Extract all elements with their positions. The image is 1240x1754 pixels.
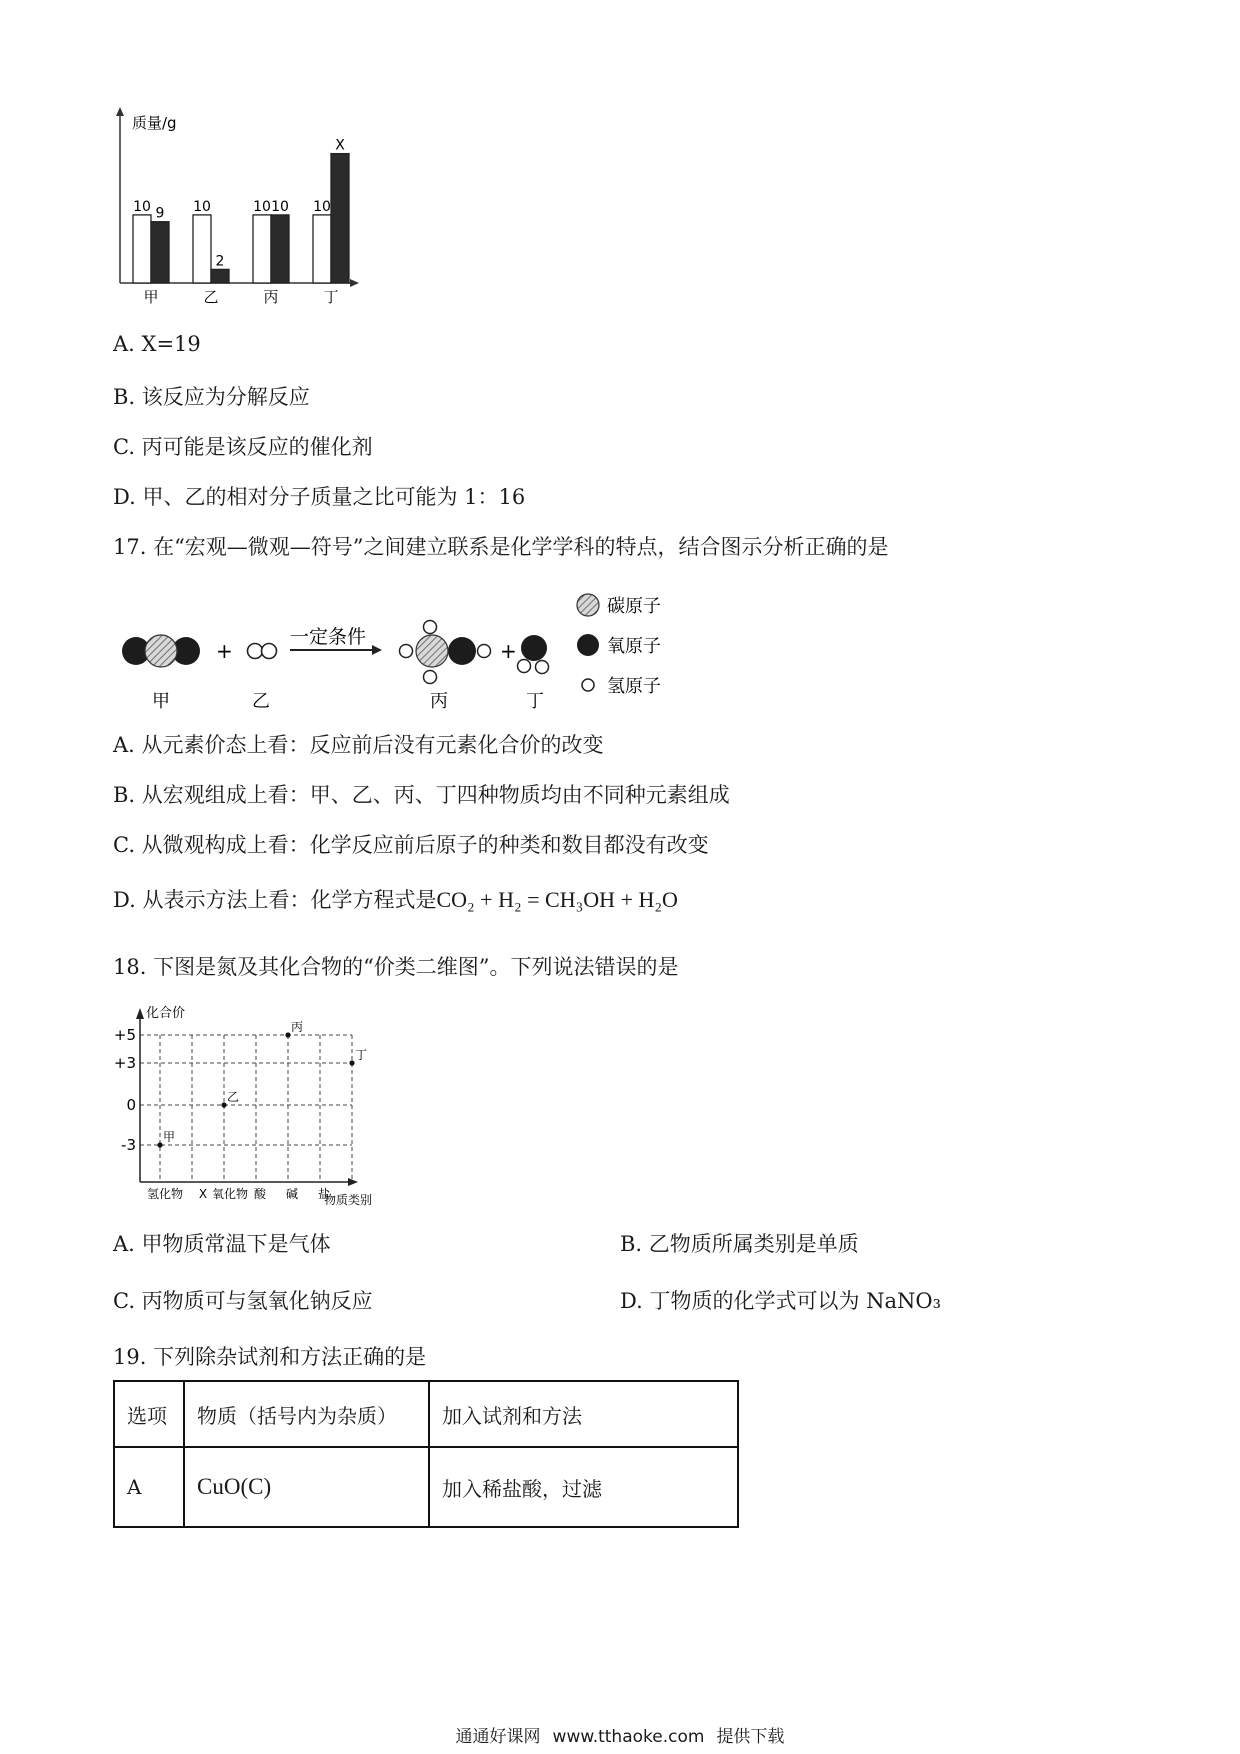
category-label: 丙 <box>263 288 279 306</box>
footer-url: www.tthaoke.com <box>552 1727 705 1747</box>
x-tick-label: 盐 <box>317 1187 331 1201</box>
molecule-ch3oh <box>400 621 491 684</box>
bar <box>313 215 331 283</box>
bar <box>193 215 211 283</box>
molecule-h2 <box>248 644 277 659</box>
x-tick-label: 酸 <box>253 1187 267 1201</box>
table-row <box>114 1447 738 1527</box>
bar-value-label: 10 <box>253 198 271 215</box>
legend-carbon-icon <box>577 594 599 616</box>
bar-value-label: 9 <box>155 205 165 222</box>
question-18-stem: 18. 下图是氮及其化合物的“价类二维图”。下列说法错误的是 <box>113 955 679 979</box>
page-footer <box>0 1722 1240 1747</box>
molecule-h2o <box>518 635 549 674</box>
y-axis-label: 质量/g <box>132 114 177 132</box>
point-label: 甲 <box>163 1130 176 1144</box>
x-tick-label: 氧化物 <box>211 1187 249 1201</box>
valence-class-chart <box>110 1005 440 1210</box>
legend-carbon: 碳原子 <box>607 596 661 617</box>
mass-bar-chart <box>110 100 410 310</box>
table-header-substance: 物质（括号内为杂质） <box>184 1381 429 1447</box>
bar <box>133 215 151 283</box>
label-bing: 丙 <box>430 691 448 712</box>
reaction-condition: 一定条件 <box>290 626 367 648</box>
legend-oxygen: 氧原子 <box>607 636 661 657</box>
table-header-row <box>114 1381 738 1447</box>
option-18-b: B. 乙物质所属类别是单质 <box>620 1232 859 1256</box>
bar-value-label: 10 <box>193 198 211 215</box>
data-point <box>221 1102 226 1107</box>
option-17-a: A. 从元素价态上看：反应前后没有元素化合价的改变 <box>113 733 604 757</box>
x-axis-arrow <box>350 279 359 287</box>
plus-sign-1: + <box>216 639 233 663</box>
x-tick-label: 氢化物 <box>146 1187 184 1201</box>
y-tick-label: +5 <box>113 1026 136 1044</box>
data-point <box>285 1032 290 1037</box>
option-17-b: B. 从宏观组成上看：甲、乙、丙、丁四种物质均由不同种元素组成 <box>113 783 730 807</box>
question-19-stem: 19. 下列除杂试剂和方法正确的是 <box>113 1345 427 1369</box>
y-axis-arrow <box>136 1008 144 1019</box>
option-16-c: C. 丙可能是该反应的催化剂 <box>113 435 373 459</box>
option-17-c: C. 从微观构成上看：化学反应前后原子的种类和数目都没有改变 <box>113 833 709 857</box>
legend-hydrogen: 氢原子 <box>607 676 661 697</box>
arrow-head <box>372 645 382 655</box>
point-label: 乙 <box>227 1090 240 1104</box>
data-point <box>157 1142 162 1147</box>
bar <box>331 154 349 283</box>
x-axis-label: 物质类别 <box>323 1193 373 1207</box>
bar <box>271 215 289 283</box>
data-point <box>349 1060 354 1065</box>
label-jia: 甲 <box>152 691 170 712</box>
option-16-a: A. X=19 <box>113 332 201 356</box>
bar-value-label: 2 <box>215 253 225 270</box>
option-16-b: B. 该反应为分解反应 <box>113 385 310 409</box>
label-yi: 乙 <box>252 691 270 712</box>
table-header-method: 加入试剂和方法 <box>429 1381 738 1447</box>
y-tick-label: 0 <box>126 1096 136 1114</box>
option-18-d: D. 丁物质的化学式可以为 NaNO₃ <box>620 1289 942 1313</box>
legend <box>577 594 661 697</box>
bar-value-label: 10 <box>133 198 151 215</box>
option-18-a: A. 甲物质常温下是气体 <box>113 1232 331 1256</box>
category-label: 乙 <box>203 288 219 306</box>
y-axis-label: 化合价 <box>146 1006 186 1021</box>
option-16-d: D. 甲、乙的相对分子质量之比可能为 1：16 <box>113 485 526 509</box>
bar <box>253 215 271 283</box>
table-cell-substance: CuO(C) <box>184 1447 429 1527</box>
table-cell-option: A <box>114 1447 184 1527</box>
chemical-equation: CO₂ + H₂ = CH₃OH + H₂O <box>436 887 678 912</box>
bar <box>211 269 229 283</box>
bar-value-label: 10 <box>313 198 331 215</box>
bar-value-label: 10 <box>271 198 289 215</box>
option-17-d-text: D. 从表示方法上看：化学方程式是 <box>113 888 437 912</box>
y-tick-label: +3 <box>113 1054 136 1072</box>
y-axis-arrow <box>116 107 124 116</box>
question-17-stem: 17. 在“宏观—微观—符号”之间建立联系是化学学科的特点，结合图示分析正确的是 <box>113 535 889 559</box>
legend-oxygen-icon <box>577 634 599 656</box>
table-header-option: 选项 <box>114 1381 184 1447</box>
option-17-d <box>113 886 678 914</box>
category-label: 丁 <box>323 288 339 306</box>
point-label: 丙 <box>291 1020 304 1034</box>
x-axis-arrow <box>348 1178 358 1186</box>
molecule-co2 <box>122 635 200 667</box>
point-label: 丁 <box>355 1048 368 1062</box>
footer-note: 提供下载 <box>716 1727 785 1747</box>
y-tick-label: -3 <box>121 1136 136 1154</box>
impurity-table <box>113 1380 739 1528</box>
footer-site: 通通好课网 <box>455 1727 541 1747</box>
table-cell-method: 加入稀盐酸，过滤 <box>429 1447 738 1527</box>
label-ding: 丁 <box>526 691 544 712</box>
bar <box>151 222 169 283</box>
reaction-diagram <box>110 588 710 718</box>
x-tick-label: 碱 <box>285 1187 299 1201</box>
category-label: 甲 <box>143 288 159 306</box>
legend-hydrogen-icon <box>582 679 594 691</box>
option-18-c: C. 丙物质可与氢氧化钠反应 <box>113 1289 373 1313</box>
plus-sign-2: + <box>500 639 517 663</box>
x-tick-label: X <box>198 1187 208 1201</box>
bar-value-label: X <box>335 137 345 154</box>
